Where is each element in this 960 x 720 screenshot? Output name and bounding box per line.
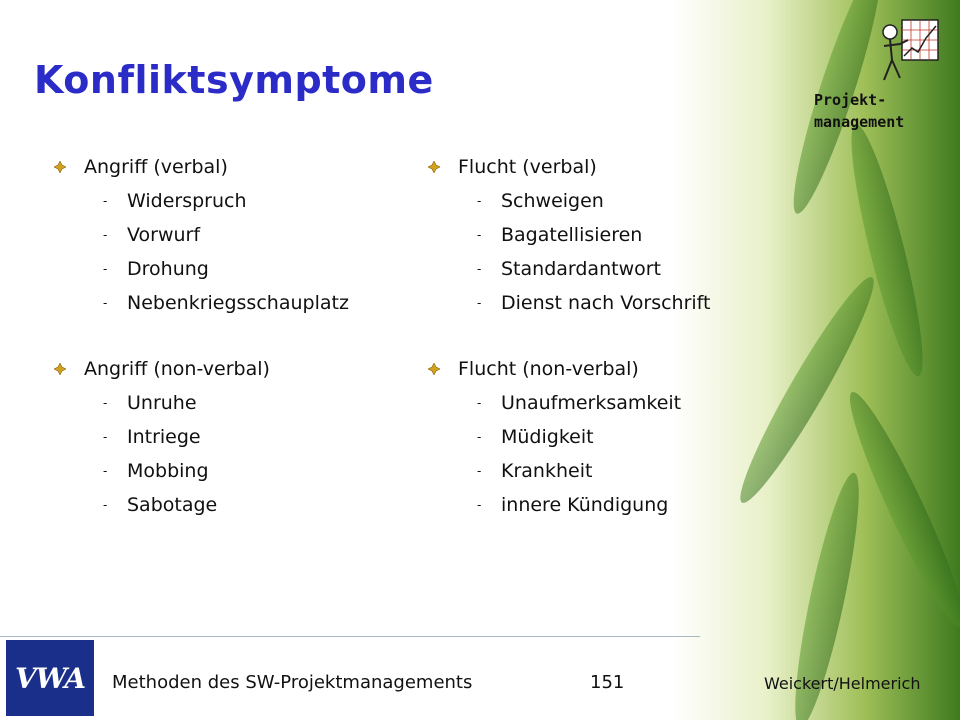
list-item: - Schweigen bbox=[477, 190, 604, 212]
group-heading: Angriff (non-verbal) bbox=[84, 358, 270, 380]
group-flight-verbal bbox=[428, 150, 788, 320]
list-item: - Standardantwort bbox=[477, 258, 661, 280]
page-number: 151 bbox=[590, 672, 625, 693]
dash-bullet: - bbox=[477, 498, 482, 512]
brand-badge bbox=[800, 10, 950, 135]
list-item: - Vorwurf bbox=[103, 224, 201, 246]
list-item: - Bagatellisieren bbox=[477, 224, 643, 246]
authors: Weickert/Helmerich bbox=[764, 674, 921, 693]
dash-bullet: - bbox=[103, 498, 108, 512]
dash-bullet: - bbox=[103, 296, 108, 310]
logo-text: VWA bbox=[14, 661, 86, 695]
diamond-bullet-icon bbox=[428, 363, 440, 375]
list-item: - Drohung bbox=[103, 258, 209, 280]
list-item: - Müdigkeit bbox=[477, 426, 594, 448]
dash-bullet: - bbox=[103, 262, 108, 276]
list-item: - Unaufmerksamkeit bbox=[477, 392, 682, 414]
list-item: - Dienst nach Vorschrift bbox=[477, 292, 711, 314]
dash-bullet: - bbox=[477, 228, 482, 242]
slide-footer bbox=[0, 636, 960, 720]
list-item: - Unruhe bbox=[103, 392, 197, 414]
dash-bullet: - bbox=[103, 430, 108, 444]
dash-bullet: - bbox=[477, 296, 482, 310]
column-attack bbox=[54, 150, 414, 522]
list-item: - Nebenkriegsschauplatz bbox=[103, 292, 349, 314]
dash-bullet: - bbox=[477, 464, 482, 478]
slide-title: Konfliktsymptome bbox=[34, 58, 434, 102]
footer-divider bbox=[0, 636, 700, 637]
list-item: - Widerspruch bbox=[103, 190, 247, 212]
group-heading: Angriff (verbal) bbox=[84, 156, 228, 178]
vwa-logo bbox=[6, 640, 94, 716]
diamond-bullet-icon bbox=[54, 161, 66, 173]
list-item: - innere Kündigung bbox=[477, 494, 669, 516]
list-item: - Intriege bbox=[103, 426, 201, 448]
list-item: - Mobbing bbox=[103, 460, 209, 482]
project-manager-icon bbox=[878, 14, 942, 86]
course-title: Methoden des SW-Projektmanagements bbox=[112, 672, 473, 693]
group-flight-nonverbal bbox=[428, 352, 788, 522]
list-item: - Krankheit bbox=[477, 460, 593, 482]
diamond-bullet-icon bbox=[428, 161, 440, 173]
dash-bullet: - bbox=[477, 430, 482, 444]
bamboo-leaf bbox=[839, 120, 935, 381]
dash-bullet: - bbox=[477, 262, 482, 276]
brand-label: Projekt- management bbox=[814, 91, 905, 131]
dash-bullet: - bbox=[103, 228, 108, 242]
dash-bullet: - bbox=[103, 464, 108, 478]
dash-bullet: - bbox=[103, 194, 108, 208]
column-flight bbox=[428, 150, 788, 522]
dash-bullet: - bbox=[477, 194, 482, 208]
dash-bullet: - bbox=[477, 396, 482, 410]
group-attack-verbal bbox=[54, 150, 414, 320]
group-heading: Flucht (non-verbal) bbox=[458, 358, 639, 380]
diamond-bullet-icon bbox=[54, 363, 66, 375]
group-heading: Flucht (verbal) bbox=[458, 156, 597, 178]
dash-bullet: - bbox=[103, 396, 108, 410]
group-attack-nonverbal bbox=[54, 352, 414, 522]
list-item: - Sabotage bbox=[103, 494, 218, 516]
